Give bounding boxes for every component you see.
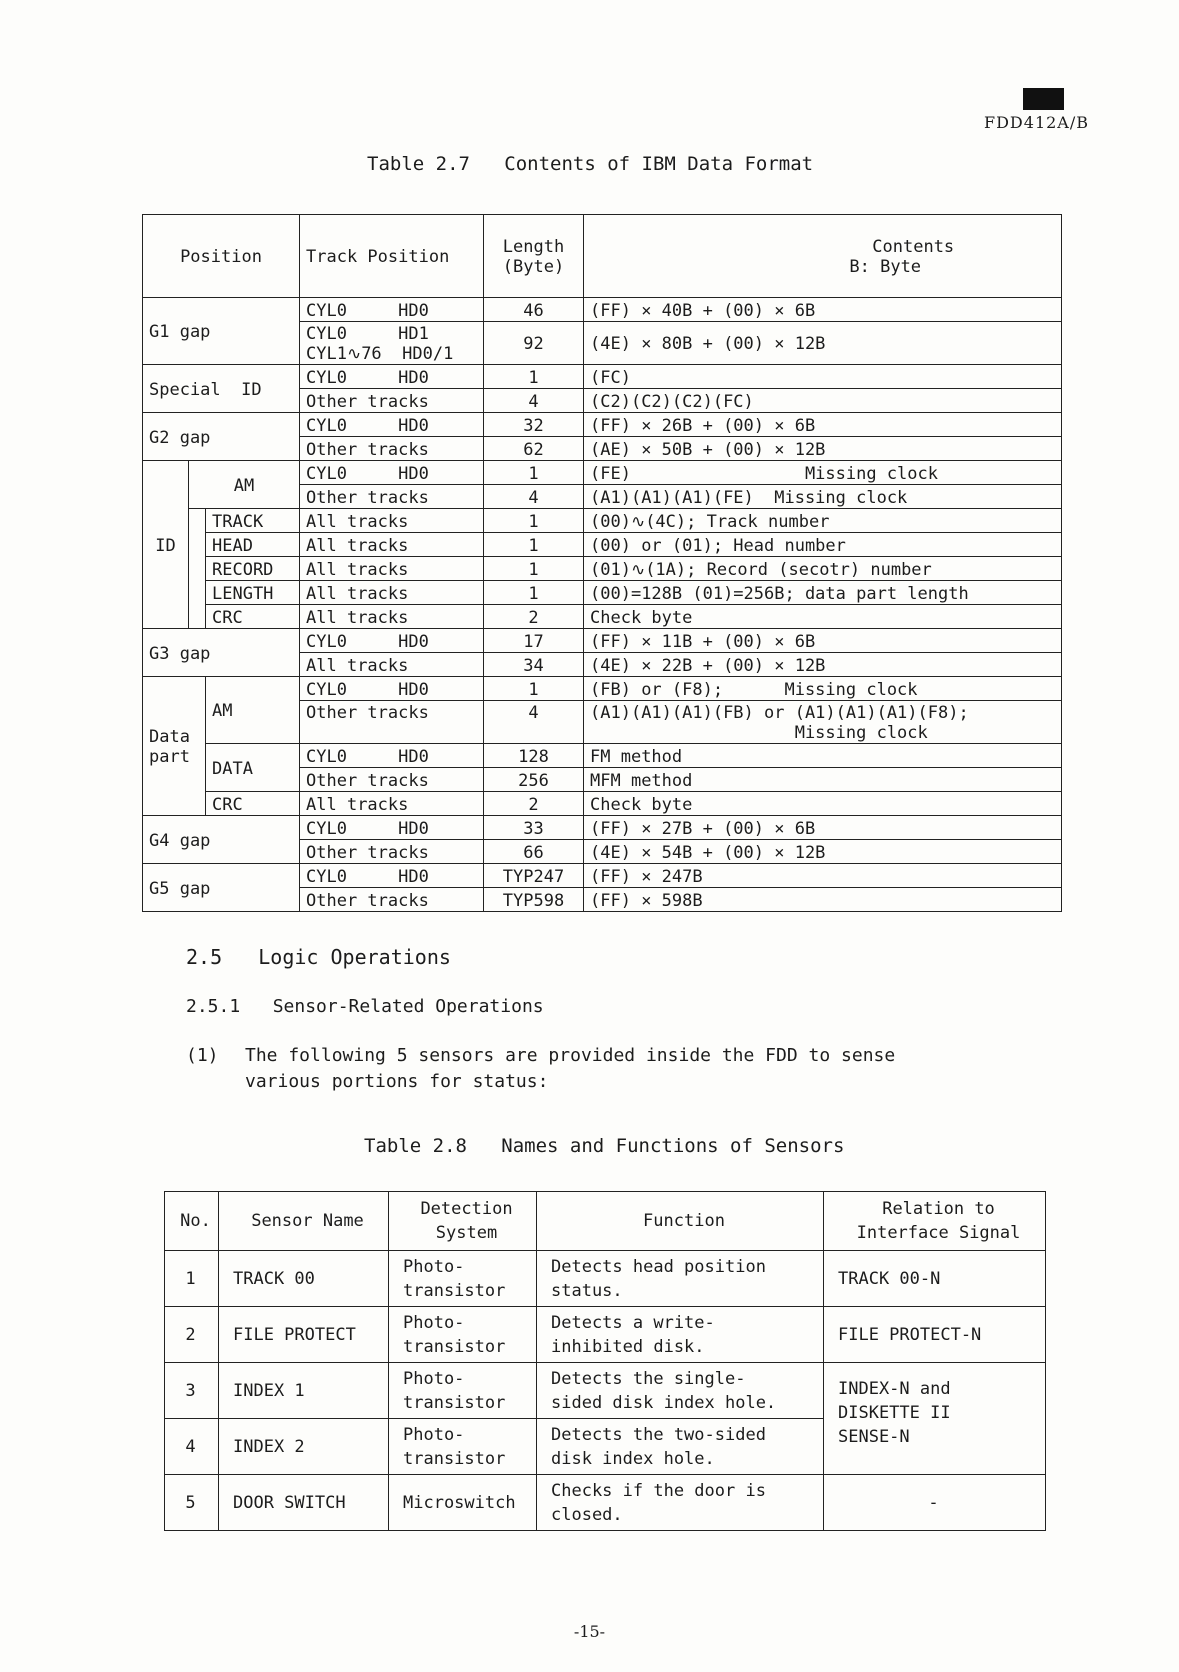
cell-length: 62 xyxy=(484,437,584,461)
cell-contents: (4E) × 80B + (00) × 12B xyxy=(584,322,1062,365)
cell-contents: (FF) × 11B + (00) × 6B xyxy=(584,629,1062,653)
table-row xyxy=(143,816,1062,840)
cell-track: All tracks xyxy=(300,509,484,533)
cell-track: All tracks xyxy=(300,557,484,581)
table-row xyxy=(143,298,1062,322)
cell-length: 1 xyxy=(484,581,584,605)
cell-relation: - xyxy=(824,1475,1046,1531)
subsection-heading: 2.5.1 Sensor-Related Operations xyxy=(186,996,544,1017)
cell-length: 1 xyxy=(484,557,584,581)
cell-contents: (00)∿(4C); Track number xyxy=(584,509,1062,533)
table-row xyxy=(143,629,1062,653)
group-g2-gap: G2 gap xyxy=(143,413,300,461)
cell-contents: Check byte xyxy=(584,792,1062,816)
cell-track: CYL0 HD0 xyxy=(300,413,484,437)
cell-contents: FM method xyxy=(584,744,1062,768)
table-row xyxy=(143,677,1062,701)
cell-contents: (FC) xyxy=(584,365,1062,389)
group-special-id: Special ID xyxy=(143,365,300,413)
paragraph-number: (1) xyxy=(186,1045,219,1066)
cell-contents: Check byte xyxy=(584,605,1062,629)
header-no: No. xyxy=(165,1192,219,1251)
cell-contents: (4E) × 54B + (00) × 12B xyxy=(584,840,1062,864)
cell-length: TYP247 xyxy=(484,864,584,888)
cell-length: 4 xyxy=(484,389,584,413)
cell-track: All tracks xyxy=(300,533,484,557)
cell-function: Checks if the door is closed. xyxy=(537,1475,824,1531)
table-header-row xyxy=(165,1192,1046,1251)
cell-track: CYL0 HD1 CYL1∿76 HD0/1 xyxy=(300,322,484,365)
cell-track: CYL0 HD0 xyxy=(300,461,484,485)
header-black-mark xyxy=(1023,88,1064,110)
cell-contents: (C2)(C2)(C2)(FC) xyxy=(584,389,1062,413)
cell-track: CYL0 HD0 xyxy=(300,365,484,389)
cell-no: 4 xyxy=(165,1419,219,1475)
cell-no: 5 xyxy=(165,1475,219,1531)
cell-track: Other tracks xyxy=(300,389,484,413)
cell-length: 32 xyxy=(484,413,584,437)
header-function: Function xyxy=(537,1192,824,1251)
cell-length: 66 xyxy=(484,840,584,864)
header-contents xyxy=(584,215,1062,298)
cell-function: Detects a write- inhibited disk. xyxy=(537,1307,824,1363)
header-contents-label: Contents xyxy=(872,237,955,257)
cell-contents: (FF) × 40B + (00) × 6B xyxy=(584,298,1062,322)
cell-relation: TRACK 00-N xyxy=(824,1251,1046,1307)
cell-length: TYP598 xyxy=(484,888,584,912)
data-part-am: AM xyxy=(206,677,300,744)
cell-contents: (A1)(A1)(A1)(FB) or (A1)(A1)(A1)(F8); Missing clock xyxy=(584,701,1062,744)
cell-length: 4 xyxy=(484,485,584,509)
cell-sub-field: RECORD xyxy=(206,557,300,581)
cell-contents: (00)=128B (01)=256B; data part length xyxy=(584,581,1062,605)
cell-length: 1 xyxy=(484,509,584,533)
table-row xyxy=(165,1363,1046,1419)
table-header-row xyxy=(143,215,1062,298)
table-row xyxy=(143,413,1062,437)
page-number: -15- xyxy=(573,1622,606,1641)
cell-sub-field: HEAD xyxy=(206,533,300,557)
table-row xyxy=(143,509,1062,533)
cell-contents: (FF) × 27B + (00) × 6B xyxy=(584,816,1062,840)
table-row xyxy=(143,461,1062,485)
cell-no: 2 xyxy=(165,1307,219,1363)
cell-sensor-name: INDEX 2 xyxy=(219,1419,389,1475)
cell-track: CYL0 HD0 xyxy=(300,744,484,768)
cell-track: All tracks xyxy=(300,792,484,816)
cell-track: All tracks xyxy=(300,581,484,605)
cell-contents: (A1)(A1)(A1)(FE) Missing clock xyxy=(584,485,1062,509)
cell-track: CYL0 HD0 xyxy=(300,298,484,322)
group-g5-gap: G5 gap xyxy=(143,864,300,912)
cell-track: Other tracks xyxy=(300,768,484,792)
cell-no: 3 xyxy=(165,1363,219,1419)
table-row xyxy=(143,744,1062,768)
data-part-crc: CRC xyxy=(206,792,300,816)
cell-sub-field: CRC xyxy=(206,605,300,629)
cell-relation: FILE PROTECT-N xyxy=(824,1307,1046,1363)
cell-contents: (AE) × 50B + (00) × 12B xyxy=(584,437,1062,461)
cell-detection: Photo- transistor xyxy=(389,1419,537,1475)
header-detection-system: Detection System xyxy=(389,1192,537,1251)
cell-track: CYL0 HD0 xyxy=(300,864,484,888)
cell-sensor-name: FILE PROTECT xyxy=(219,1307,389,1363)
cell-track: Other tracks xyxy=(300,888,484,912)
section-heading: 2.5 Logic Operations xyxy=(186,945,451,969)
cell-function: Detects the single- sided disk index hole. xyxy=(537,1363,824,1419)
cell-contents: (4E) × 22B + (00) × 12B xyxy=(584,653,1062,677)
group-data-part: Data part xyxy=(143,677,206,816)
cell-detection: Microswitch xyxy=(389,1475,537,1531)
cell-length: 1 xyxy=(484,533,584,557)
cell-contents: (FE) Missing clock xyxy=(584,461,1062,485)
cell-no: 1 xyxy=(165,1251,219,1307)
cell-length: 4 xyxy=(484,701,584,744)
cell-track: Other tracks xyxy=(300,701,484,744)
cell-track: CYL0 HD0 xyxy=(300,816,484,840)
cell-contents: (FF) × 598B xyxy=(584,888,1062,912)
cell-length: 34 xyxy=(484,653,584,677)
header-sensor-name: Sensor Name xyxy=(219,1192,389,1251)
group-id: ID xyxy=(143,461,189,629)
table-2-8-caption: Table 2.8 Names and Functions of Sensors xyxy=(364,1135,845,1157)
cell-contents: (00) or (01); Head number xyxy=(584,533,1062,557)
cell-track: All tracks xyxy=(300,653,484,677)
table-row xyxy=(165,1251,1046,1307)
table-row xyxy=(143,581,1062,605)
group-g1-gap: G1 gap xyxy=(143,298,300,365)
cell-contents: (FF) × 247B xyxy=(584,864,1062,888)
id-am: AM xyxy=(189,461,300,509)
cell-sub-field: TRACK xyxy=(206,509,300,533)
table-row xyxy=(165,1307,1046,1363)
table-2-7-caption: Table 2.7 Contents of IBM Data Format xyxy=(367,153,814,175)
cell-track: Other tracks xyxy=(300,485,484,509)
cell-detection: Photo- transistor xyxy=(389,1363,537,1419)
cell-length: 1 xyxy=(484,365,584,389)
table-row xyxy=(143,864,1062,888)
cell-contents: (FF) × 26B + (00) × 6B xyxy=(584,413,1062,437)
cell-contents: (FB) or (F8); Missing clock xyxy=(584,677,1062,701)
cell-length: 1 xyxy=(484,461,584,485)
paragraph-text: The following 5 sensors are provided inside the FDD to sense various portions for status: xyxy=(245,1045,896,1092)
cell-track: Other tracks xyxy=(300,437,484,461)
cell-length: 33 xyxy=(484,816,584,840)
header-relation: Relation to Interface Signal xyxy=(824,1192,1046,1251)
document-id: FDD412A/B xyxy=(984,113,1089,132)
cell-track: All tracks xyxy=(300,605,484,629)
group-g4-gap: G4 gap xyxy=(143,816,300,864)
sensor-table xyxy=(164,1191,1046,1531)
cell-length: 256 xyxy=(484,768,584,792)
cell-contents: (01)∿(1A); Record (secotr) number xyxy=(584,557,1062,581)
table-row xyxy=(143,792,1062,816)
table-row xyxy=(143,605,1062,629)
header-track-position: Track Position xyxy=(300,215,484,298)
cell-length: 128 xyxy=(484,744,584,768)
cell-length: 17 xyxy=(484,629,584,653)
cell-track: CYL0 HD0 xyxy=(300,629,484,653)
header-unit-note: B: Byte xyxy=(849,257,922,277)
cell-sensor-name: INDEX 1 xyxy=(219,1363,389,1419)
cell-sensor-name: DOOR SWITCH xyxy=(219,1475,389,1531)
cell-length: 2 xyxy=(484,792,584,816)
cell-track: CYL0 HD0 xyxy=(300,677,484,701)
cell-relation: INDEX-N and DISKETTE II SENSE-N xyxy=(824,1363,1046,1475)
header-position: Position xyxy=(143,215,300,298)
table-row xyxy=(143,557,1062,581)
table-row xyxy=(143,533,1062,557)
table-row xyxy=(165,1475,1046,1531)
cell-function: Detects head position status. xyxy=(537,1251,824,1307)
group-g3-gap: G3 gap xyxy=(143,629,300,677)
cell-contents: MFM method xyxy=(584,768,1062,792)
cell-length: 1 xyxy=(484,677,584,701)
cell-detection: Photo- transistor xyxy=(389,1251,537,1307)
cell-function: Detects the two-sided disk index hole. xyxy=(537,1419,824,1475)
cell-sensor-name: TRACK 00 xyxy=(219,1251,389,1307)
cell-length: 46 xyxy=(484,298,584,322)
header-length: Length (Byte) xyxy=(484,215,584,298)
ibm-data-format-table xyxy=(142,214,1062,912)
table-row xyxy=(143,365,1062,389)
cell-track: Other tracks xyxy=(300,840,484,864)
cell-sub-field: LENGTH xyxy=(206,581,300,605)
cell-length: 92 xyxy=(484,322,584,365)
cell-detection: Photo- transistor xyxy=(389,1307,537,1363)
data-part-data: DATA xyxy=(206,744,300,792)
cell-length: 2 xyxy=(484,605,584,629)
